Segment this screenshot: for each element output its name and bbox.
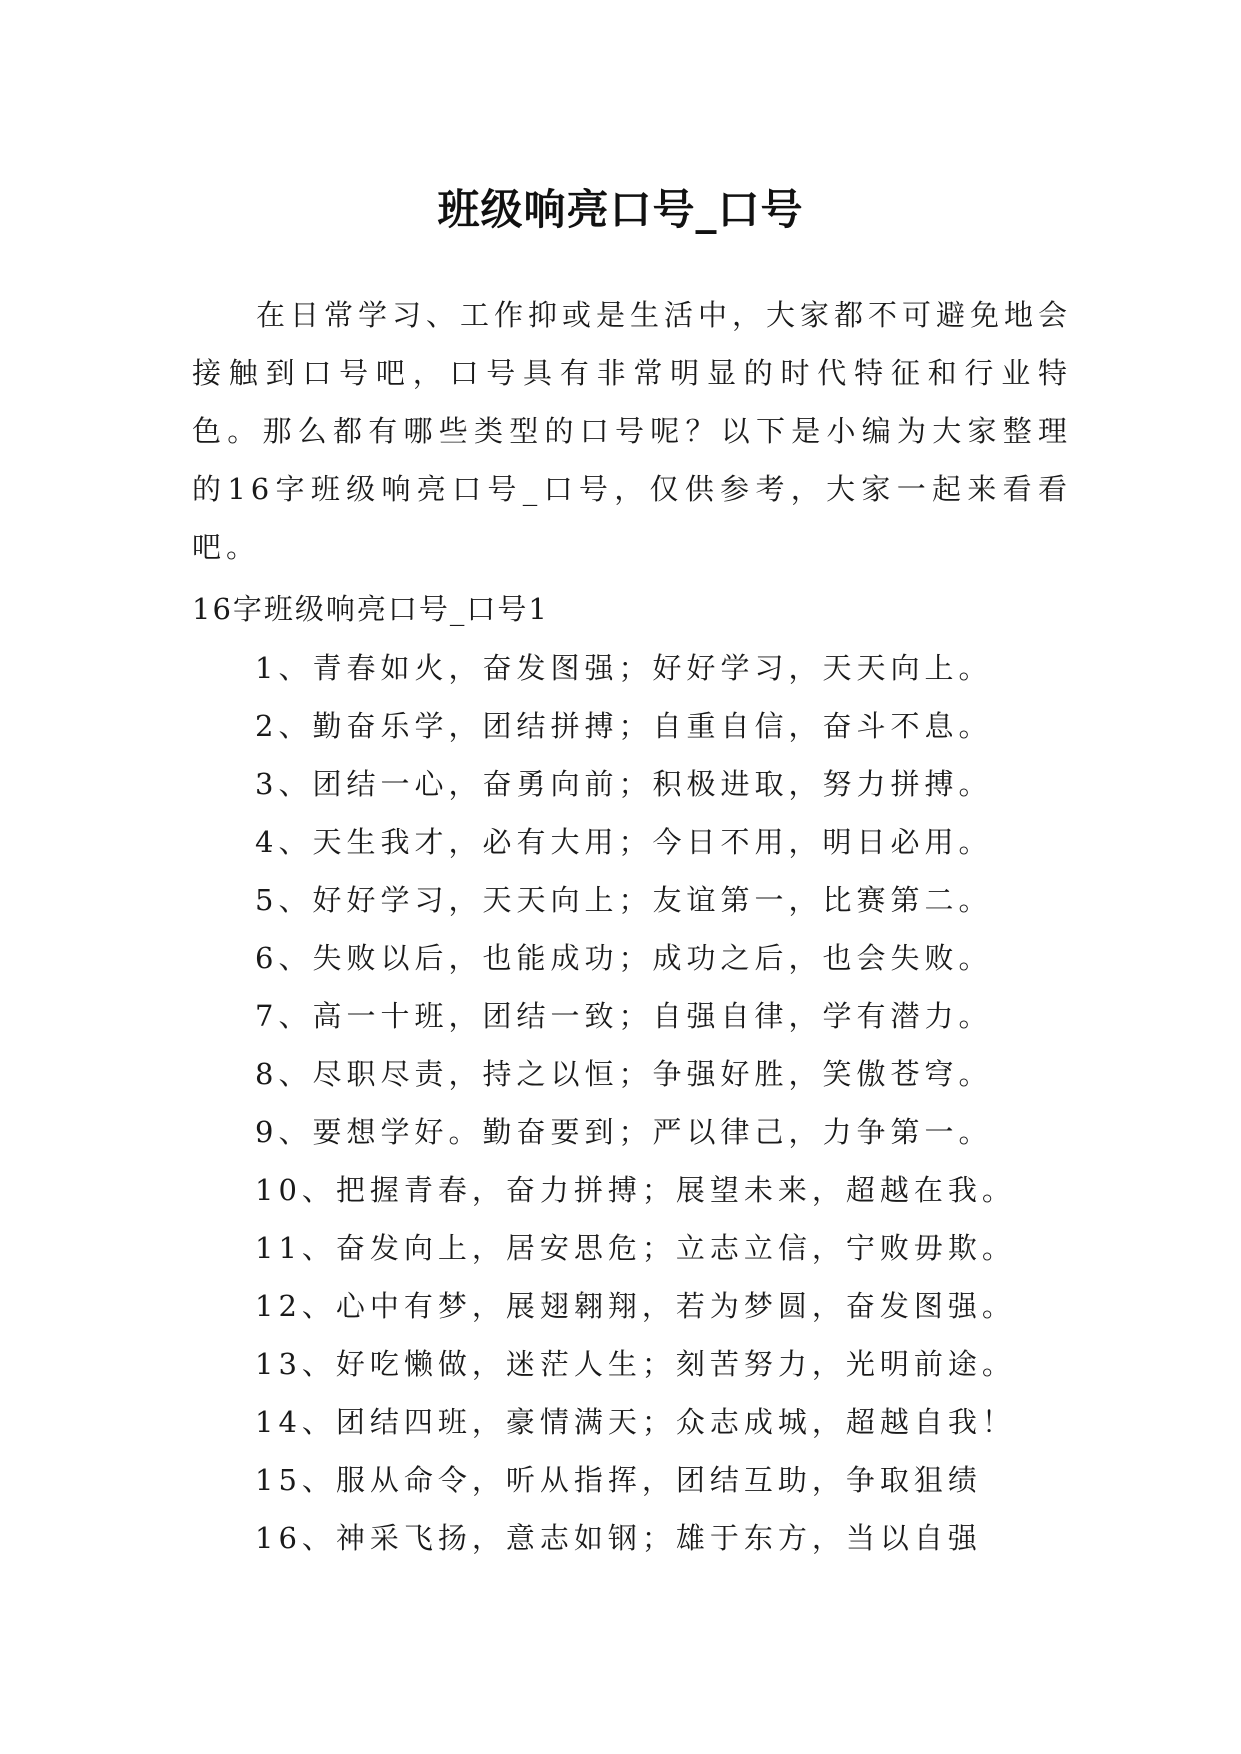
intro-paragraph: 在日常学习、工作抑或是生活中，大家都不可避免地会接触到口号吧，口号具有非常明显的时代特征和行业特色。那么都有哪些类型的口号呢？以下是小编为大家整理的16字班级响亮口号_口号，仅供参考，大家一起来看看吧。 (192, 298, 1073, 564)
slogan-item: 3、团结一心，奋勇向前；积极进取，努力拼搏。 (255, 767, 993, 801)
slogan-item: 15、服从命令，听从指挥，团结互助，争取狙绩 (255, 1463, 982, 1497)
slogan-list (255, 639, 1016, 1567)
slogan-item: 10、把握青春，奋力拼搏；展望未来，超越在我。 (255, 1173, 1016, 1207)
slogan-item: 7、高一十班，团结一致；自强自律，学有潜力。 (255, 999, 993, 1033)
slogan-item: 8、尽职尽责，持之以恒；争强好胜，笑傲苍穹。 (255, 1057, 993, 1091)
slogan-item: 5、好好学习，天天向上；友谊第一，比赛第二。 (255, 883, 993, 917)
slogan-item: 14、团结四班，豪情满天；众志成城，超越自我！ (255, 1405, 1016, 1439)
slogan-item: 16、神采飞扬，意志如钢；雄于东方，当以自强 (255, 1521, 982, 1555)
page-title: 班级响亮口号_口号 (437, 185, 804, 235)
section-heading: 16字班级响亮口号_口号1 (192, 592, 549, 626)
slogan-item: 1、青春如火，奋发图强；好好学习，天天向上。 (255, 651, 993, 685)
slogan-item: 2、勤奋乐学，团结拼搏；自重自信，奋斗不息。 (255, 709, 993, 743)
slogan-item: 13、好吃懒做，迷茫人生；刻苦努力，光明前途。 (255, 1347, 1016, 1381)
slogan-item: 12、心中有梦，展翅翱翔，若为梦圆，奋发图强。 (255, 1289, 1016, 1323)
slogan-item: 6、失败以后，也能成功；成功之后，也会失败。 (255, 941, 993, 975)
slogan-item: 11、奋发向上，居安思危；立志立信，宁败毋欺。 (255, 1231, 1016, 1265)
slogan-item: 4、天生我才，必有大用；今日不用，明日必用。 (255, 825, 993, 859)
slogan-item: 9、要想学好。勤奋要到；严以律己，力争第一。 (255, 1115, 993, 1149)
